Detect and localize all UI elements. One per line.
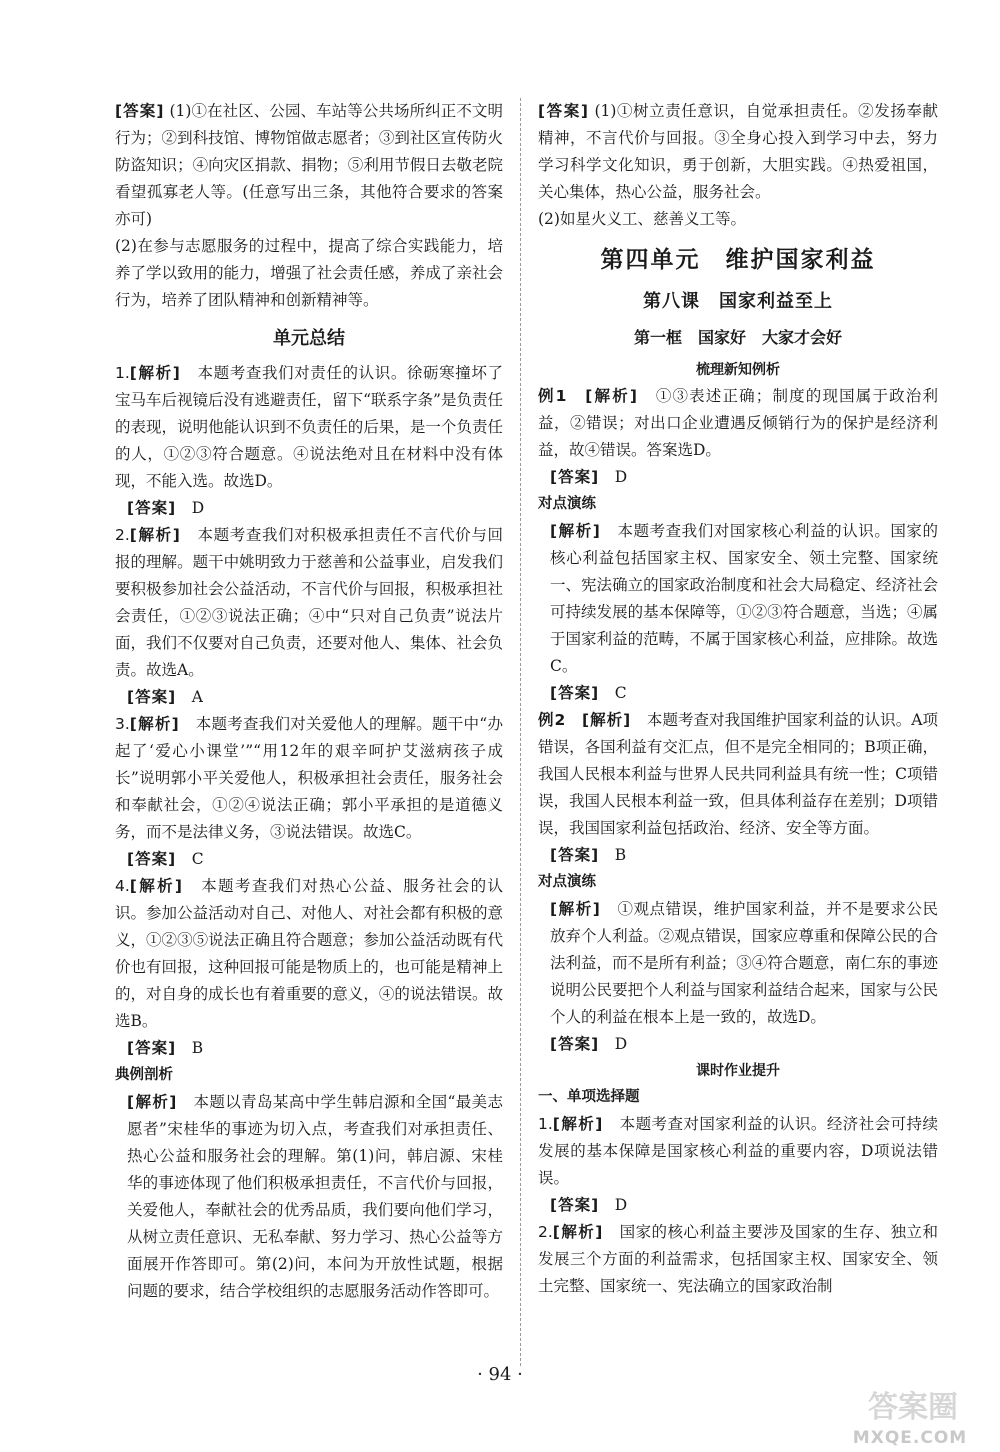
answer-tag: [答案] <box>550 846 600 864</box>
answer-tag: [答案] <box>127 499 177 517</box>
unit-summary-heading: 单元总结 <box>273 328 345 349</box>
item-number: 2. <box>538 1223 553 1241</box>
analysis-text: 本题考查我们对责任的认识。徐砺寒撞坏了宝马车后视镜后没有逃避责任，留下“联系字条”是负责任的表现，说明他能认识到不负责任的后果，是一个负责任的人，①②③符合题意。④说法绝对且在材料中没有体现，不能入选。故选D。 <box>115 364 503 490</box>
analysis-text: 国家的核心利益主要涉及国家的生存、独立和发展三个方面的利益需求，包括国家主权、国家安全、领土完整、国家统一、宪法确立的国家政治制 <box>538 1223 938 1295</box>
question-2 <box>538 1219 938 1300</box>
example-2 <box>538 707 938 869</box>
item-number: 3. <box>115 715 130 733</box>
answer-value: C <box>191 850 204 868</box>
typical-example <box>115 1089 503 1305</box>
analysis-tag: [解析] <box>129 526 181 544</box>
drill-heading: 对点演练 <box>538 874 596 890</box>
analysis-tag: [解析] <box>550 522 601 540</box>
example-label: 例1 <box>538 387 568 405</box>
analysis-text: 本题考查对我国维护国家利益的认识。A项错误，各国利益有交汇点，但不是完全相同的；B项正确，我国人民根本利益与世界人民共同利益具有统一性；C项错误，我国人民根本利益一致，但具体利益存在差别；D项错误，我国国家利益包括政治、经济、安全等方面。 <box>538 711 938 837</box>
answer-value: C <box>614 684 627 702</box>
answer-part2: (2)如星火义工、慈善义工等。 <box>538 210 746 228</box>
answer-value: B <box>191 1039 204 1057</box>
drill-heading: 对点演练 <box>538 496 596 512</box>
answer-tag: [答案] <box>550 468 600 486</box>
example-1 <box>538 383 938 491</box>
analysis-tag: [解析] <box>127 1093 178 1111</box>
analysis-text: 本题以青岛某高中学生韩启源和全国“最美志愿者”宋桂华的事迹为切入点，考查我们对承担责任、热心公益和服务社会的理解。第(1)问，韩启源、宋桂华的事迹体现了他们积极承担责任，不言代价与回报，关爱他人，奉献社会的优秀品质，我们要向他们学习，从树立责任意识、无私奉献、努力学习、热心公益等方面展开作答即可。第(2)问，本问为开放性试题，根据问题的要求，结合学校组织的志愿服务活动作答即可。 <box>127 1093 503 1300</box>
watermark-logo: 答案圈 <box>868 1390 958 1425</box>
item-number: 4. <box>115 877 130 895</box>
analysis-text: 本题考查我们对热心公益、服务社会的认识。参加公益活动对自己、对他人、对社会都有积极的意义，①②③⑤说法正确且符合题意；参加公益活动既有代价也有回报，这种回报可能是物质上的，也可能是精神上的，对自身的成长也有着重要的意义，④的说法错误。故选B。 <box>115 877 503 1030</box>
lesson-title: 第八课 国家利益至上 <box>643 291 833 312</box>
answer-part2: (2)在参与志愿服务的过程中，提高了综合实践能力，培养了学以致用的能力，增强了社会责任感，养成了亲社会行为，培养了团队精神和创新精神等。 <box>115 237 503 309</box>
answer-tag: [答案] <box>127 688 177 706</box>
unit-title: 第四单元 维护国家利益 <box>600 247 876 273</box>
summary-item-1 <box>115 360 503 522</box>
answer-value: D <box>614 1035 628 1053</box>
watermark <box>830 1388 990 1450</box>
answer-tag: [答案] <box>127 1039 177 1057</box>
page-number: · 94 · <box>477 1364 523 1385</box>
analysis-tag: [解析] <box>581 711 632 729</box>
answer-tag: [答案] <box>115 102 165 120</box>
analysis-tag: [解析] <box>550 900 601 918</box>
subheading-homework: 课时作业提升 <box>696 1063 780 1079</box>
question-1 <box>538 1111 938 1219</box>
analysis-tag: [解析] <box>552 1223 604 1241</box>
analysis-text: ①③表述正确；制度的现国属于政治利益，②错误；对出口企业遭遇反倾销行为的保护是经济利益，故④错误。答案选D。 <box>538 387 938 459</box>
answer-tag: [答案] <box>550 1035 600 1053</box>
subheading-review: 梳理新知例析 <box>696 362 780 378</box>
analysis-text: 本题考查我们对国家核心利益的认识。国家的核心利益包括国家主权、国家安全、领土完整、国家统一、宪法确立的国家政治制度和社会大局稳定、经济社会可持续发展的基本保障等，①②③符合题意，当选；④属于国家利益的范畴，不属于国家核心利益，应排除。故选C。 <box>550 522 938 675</box>
answer-tag: [答案] <box>550 684 600 702</box>
column-divider <box>520 98 521 1366</box>
drill-1 <box>538 518 938 707</box>
summary-item-4 <box>115 873 503 1062</box>
item-number: 2. <box>115 526 130 544</box>
item-number: 1. <box>538 1115 553 1133</box>
analysis-tag: [解析] <box>129 364 181 382</box>
answer-value: B <box>614 846 627 864</box>
answer-tag: [答案] <box>127 850 177 868</box>
watermark-url: MXQE.COM <box>852 1428 968 1448</box>
summary-item-2 <box>115 522 503 711</box>
analysis-tag: [解析] <box>585 387 638 405</box>
answer-block <box>115 98 503 233</box>
item-number: 1. <box>115 364 130 382</box>
typical-example-heading: 典例剖析 <box>115 1067 173 1083</box>
left-column <box>115 98 503 1305</box>
analysis-text: 本题考查对国家利益的认识。经济社会可持续发展的基本保障是国家核心利益的重要内容，D项说法错误。 <box>538 1115 938 1187</box>
analysis-tag: [解析] <box>129 715 180 733</box>
answer-text: (1)①在社区、公园、车站等公共场所纠正不文明行为；②到科技馆、博物馆做志愿者；③到社区宣传防火防盗知识；④向灾区捐款、捐物；⑤利用节假日去敬老院看望孤寡老人等。(任意写出三条，其他符合要求的答案亦可) <box>115 102 503 228</box>
analysis-tag: [解析] <box>129 877 183 895</box>
section-heading: 一、单项选择题 <box>538 1089 640 1105</box>
answer-value: A <box>191 688 203 706</box>
section-frame-title: 第一框 国家好 大家才会好 <box>633 328 842 347</box>
answer-tag: [答案] <box>538 102 589 120</box>
answer-value: D <box>191 499 205 517</box>
example-label: 例2 <box>538 711 567 729</box>
answer-tag: [答案] <box>550 1196 600 1214</box>
analysis-tag: [解析] <box>552 1115 604 1133</box>
analysis-text: 本题考查我们对积极承担责任不言代价与回报的理解。题干中姚明致力于慈善和公益事业，启发我们要积极参加社会公益活动，不言代价与回报，积极承担社会责任，①②③说法正确；④中“只对自己负责”说法片面，我们不仅要对自己负责，还要对他人、集体、社会负责。故选A。 <box>115 526 503 679</box>
analysis-text: 本题考查我们对关爱他人的理解。题干中“办起了‘爱心小课堂’”“用12年的艰辛呵护艾滋病孩子成长”说明郭小平关爱他人，积极承担社会责任，服务社会和奉献社会，①②④说法正确；郭小平承担的是道德义务，而不是法律义务，③说法错误。故选C。 <box>115 715 503 841</box>
answer-value: D <box>614 468 628 486</box>
drill-2 <box>538 896 938 1058</box>
answer-text: (1)①树立责任意识，自觉承担责任。②发扬奉献精神，不言代价与回报。③全身心投入到学习中去，努力学习科学文化知识，勇于创新，大胆实践。④热爱祖国，关心集体，热心公益，服务社会。 <box>538 102 938 201</box>
analysis-text: ①观点错误，维护国家利益，并不是要求公民放弃个人利益。②观点错误，国家应尊重和保障公民的合法利益，而不是所有利益；③④符合题意，南仁东的事迹说明公民要把个人利益与国家利益结合起来，国家与公民个人的利益在根本上是一致的，故选D。 <box>550 900 938 1026</box>
right-column <box>538 98 938 1300</box>
answer-value: D <box>614 1196 628 1214</box>
summary-item-3 <box>115 711 503 873</box>
answer-block <box>538 98 938 206</box>
